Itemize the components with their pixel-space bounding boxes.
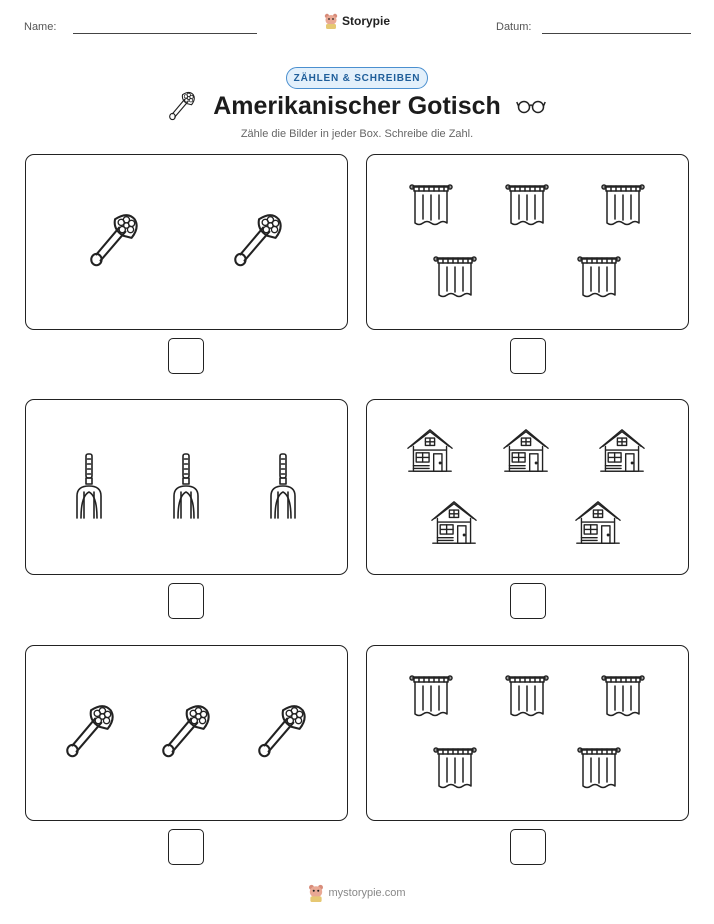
- count-box-2: [366, 154, 689, 330]
- safety-pin-icon: [160, 702, 212, 764]
- curtain-icon: [577, 746, 621, 792]
- brand-name: Storypie: [341, 14, 390, 28]
- curtain-icon: [601, 183, 645, 229]
- pitchfork-icon: [72, 452, 106, 522]
- safety-pin-icon: [64, 702, 116, 764]
- brand-header: [0, 13, 714, 29]
- date-line[interactable]: [542, 33, 691, 34]
- safety-pin-icon: [88, 211, 140, 273]
- curtain-icon: [601, 674, 645, 720]
- storypie-logo-icon: [324, 13, 338, 29]
- curtain-icon: [505, 674, 549, 720]
- footer-url[interactable]: mystorypie.com: [328, 887, 406, 899]
- house-icon: [407, 426, 453, 476]
- worksheet-title: Amerikanischer Gotisch: [213, 92, 501, 120]
- safety-pin-icon: [256, 702, 308, 764]
- footer: [0, 884, 714, 902]
- date-label: Datum:: [496, 21, 532, 33]
- house-icon: [599, 426, 645, 476]
- curtain-icon: [433, 255, 477, 301]
- name-line[interactable]: [73, 33, 257, 34]
- house-icon: [431, 498, 477, 548]
- count-box-5: [25, 645, 348, 821]
- answer-box-5[interactable]: [168, 829, 204, 865]
- house-icon: [575, 498, 621, 548]
- count-box-3: [25, 399, 348, 575]
- answer-box-1[interactable]: [168, 338, 204, 374]
- glasses-icon: [516, 98, 546, 114]
- curtain-icon: [409, 183, 453, 229]
- pitchfork-icon: [266, 452, 300, 522]
- count-box-1: [25, 154, 348, 330]
- category-badge: ZÄHLEN & SCHREIBEN: [286, 67, 428, 89]
- count-box-6: [366, 645, 689, 821]
- answer-box-3[interactable]: [168, 583, 204, 619]
- curtain-icon: [433, 746, 477, 792]
- answer-box-6[interactable]: [510, 829, 546, 865]
- safety-pin-icon: [232, 211, 284, 273]
- pitchfork-icon: [169, 452, 203, 522]
- storypie-logo-icon: [308, 884, 324, 902]
- curtain-icon: [577, 255, 621, 301]
- count-box-4: [366, 399, 689, 575]
- answer-box-2[interactable]: [510, 338, 546, 374]
- answer-box-4[interactable]: [510, 583, 546, 619]
- curtain-icon: [409, 674, 453, 720]
- name-label: Name:: [24, 21, 57, 33]
- instruction-text: Zähle die Bilder in jeder Box. Schreibe die Zahl.: [240, 128, 474, 140]
- house-icon: [503, 426, 549, 476]
- curtain-icon: [505, 183, 549, 229]
